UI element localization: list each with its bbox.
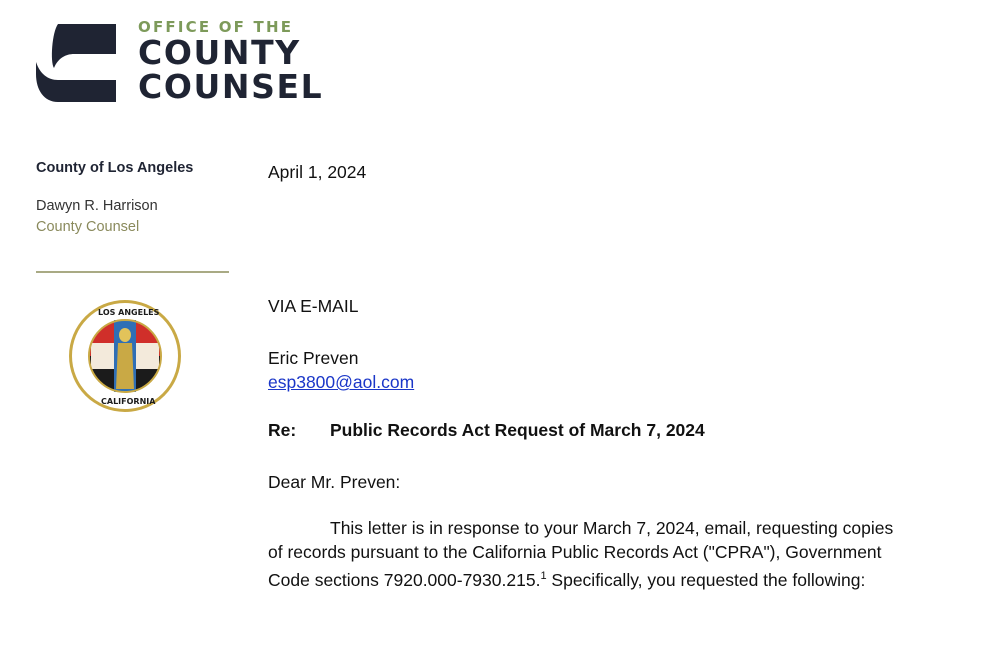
letter-date: April 1, 2024 bbox=[268, 162, 367, 182]
recipient-name: Eric Preven bbox=[268, 348, 359, 368]
counsel-name: Dawyn R. Harrison bbox=[36, 198, 158, 214]
subject-line bbox=[268, 420, 705, 441]
organization-name: County of Los Angeles bbox=[36, 160, 194, 176]
delivery-method: VIA E-MAIL bbox=[268, 296, 359, 316]
logo-county: COUNTY bbox=[138, 33, 301, 72]
footnote-reference[interactable]: 1 bbox=[540, 570, 547, 582]
seal-bottom-text: CALIFORNIA bbox=[101, 397, 156, 406]
recipient-block bbox=[268, 346, 414, 394]
sidebar-divider bbox=[36, 271, 229, 273]
letterhead-sidebar bbox=[36, 160, 236, 238]
recipient-email-link[interactable]: esp3800@aol.com bbox=[268, 372, 415, 392]
body-text-1: This letter is in response to your March 7, 2024, email, requesting copies of records pursuant to the California Public Records Act ("CPRA"), Government Code sections 7920.000-7930.215. bbox=[268, 518, 894, 590]
counsel-title: County Counsel bbox=[36, 219, 140, 235]
subject-text: Public Records Act Request of March 7, 2024 bbox=[330, 420, 705, 440]
seal-top-text: LOS ANGELES bbox=[98, 308, 160, 317]
body-text-2: Specifically, you requested the following: bbox=[546, 569, 866, 590]
county-counsel-logo-icon bbox=[36, 24, 116, 102]
logo-office-of-the: OFFICE OF THE bbox=[138, 18, 294, 36]
letterhead-wordmark bbox=[138, 18, 323, 104]
logo-counsel: COUNSEL bbox=[138, 67, 324, 106]
salutation: Dear Mr. Preven: bbox=[268, 472, 401, 492]
subject-label: Re: bbox=[268, 420, 297, 440]
body-paragraph bbox=[268, 516, 908, 592]
county-seal-icon bbox=[68, 299, 182, 413]
